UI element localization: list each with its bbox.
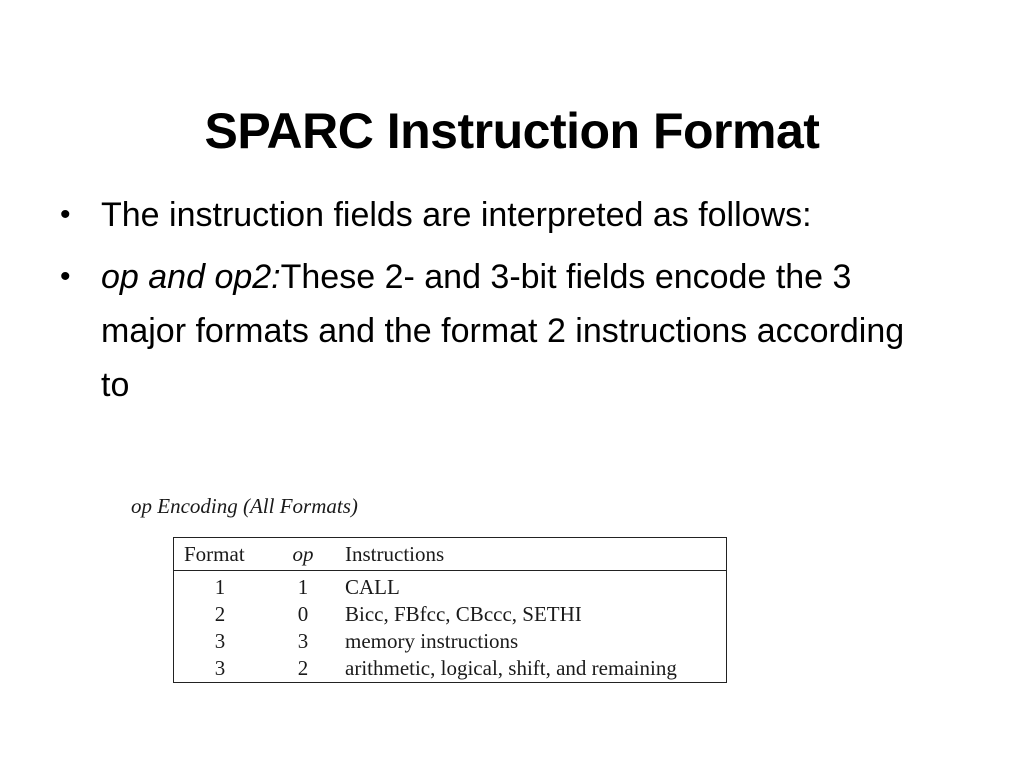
cell-format: 1	[214, 575, 226, 599]
bullet-text: These 2- and 3-bit fields encode the 3 major formats and the format 2 instructions according to	[101, 258, 905, 404]
table-body	[174, 571, 726, 682]
table-header-row	[174, 538, 726, 571]
cell-instructions: memory instructions	[345, 629, 519, 653]
table-row	[174, 628, 726, 655]
cell-op: 2	[297, 656, 309, 680]
op-encoding-table	[173, 537, 727, 683]
cell-format: 3	[214, 629, 226, 653]
cell-instructions: arithmetic, logical, shift, and remaining	[345, 656, 677, 680]
cell-op: 1	[297, 575, 309, 599]
cell-op: 0	[297, 602, 309, 626]
cell-instructions: Bicc, FBfcc, CBccc, SETHI	[345, 602, 582, 626]
bullet-text: The instruction fields are interpreted as follows:	[101, 196, 812, 234]
cell-format: 2	[214, 602, 226, 626]
cell-format: 3	[214, 656, 226, 680]
bullet-item	[60, 188, 940, 242]
header-op: op	[292, 541, 314, 566]
table-caption: op Encoding (All Formats)	[131, 494, 358, 518]
table-row	[174, 601, 726, 628]
cell-instructions: CALL	[345, 575, 400, 599]
bullet-list	[60, 188, 940, 420]
cell-op: 3	[297, 629, 309, 653]
header-instructions: Instructions	[345, 541, 445, 566]
bullet-item	[60, 250, 940, 412]
slide-title: SPARC Instruction Format	[204, 102, 820, 159]
table-row	[174, 574, 726, 601]
bullet-marker: •	[60, 260, 71, 293]
bullet-marker: •	[60, 198, 71, 231]
bullet-lead-italic: op and op2:	[101, 258, 281, 296]
header-format: Format	[184, 541, 245, 566]
table-row	[174, 655, 726, 682]
